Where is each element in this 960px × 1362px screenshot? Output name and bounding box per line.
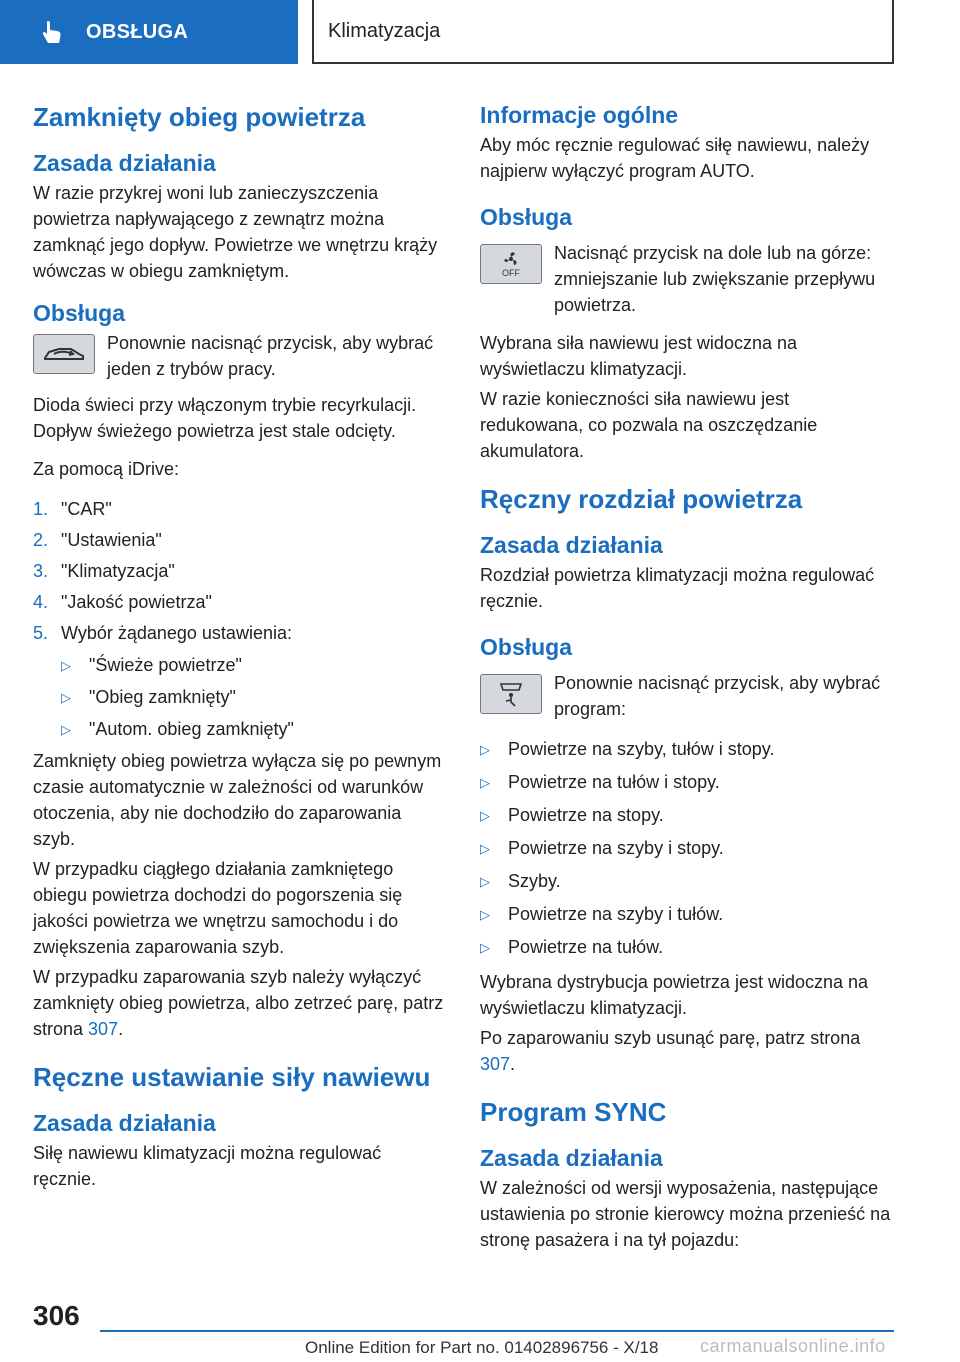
button-instruction <box>33 330 447 382</box>
list-item: 5. Wybór żądanego ustawienia: <box>33 623 292 643</box>
distribution-programs <box>480 736 894 961</box>
button-instruction-text: Ponownie nacisnąć przycisk, aby wybrać jeden z trybów pracy. <box>107 333 434 379</box>
paragraph: W przypadku zaparowania szyb należy wyłączyć zamknięty obieg powietrza, albo zetrzeć parę, patrz strona 307. <box>33 967 444 1039</box>
section-tab <box>0 0 298 64</box>
list-item: ▷ "Świeże powietrze" <box>33 652 447 679</box>
subheading-principle: Zasada działania <box>33 150 216 176</box>
bullet-triangle-icon: ▷ <box>480 742 490 757</box>
bullet-triangle-icon: ▷ <box>480 841 490 856</box>
heading-fan-speed: Ręczne ustawianie siły nawiewu <box>33 1062 431 1092</box>
page-link[interactable]: 307 <box>88 1019 119 1039</box>
fan-button-icon <box>480 244 542 284</box>
bullet-triangle-icon: ▷ <box>61 722 71 737</box>
left-column <box>33 100 447 1206</box>
bullet-triangle-icon: ▷ <box>480 940 490 955</box>
subheading-general: Informacje ogólne <box>480 102 679 128</box>
list-item: ▷ Powietrze na stopy. <box>480 802 894 829</box>
paragraph: Aby móc ręcznie regulować siłę nawiewu, należy najpierw wyłączyć program AUTO. <box>480 135 870 181</box>
bullet-triangle-icon: ▷ <box>61 690 71 705</box>
paragraph: Wybrana dystrybucja powietrza jest widoczna na wyświetlaczu klimatyzacji. <box>480 972 869 1018</box>
setting-options <box>33 652 447 743</box>
list-item: ▷ Powietrze na tułów. <box>480 934 894 961</box>
subheading-principle: Zasada działania <box>480 532 663 558</box>
air-distribution-button-icon <box>480 674 542 714</box>
bullet-triangle-icon: ▷ <box>61 658 71 673</box>
subheading-operation: Obsługa <box>33 300 126 326</box>
footer-divider <box>100 1330 894 1332</box>
heading-air-distribution: Ręczny rozdział powietrza <box>480 484 803 514</box>
list-item: 2. "Ustawienia" <box>33 530 162 550</box>
paragraph: Zamknięty obieg powietrza wyłącza się po pewnym czasie automatycznie w zależności od warunków otoczenia, aby nie dochodziło do zaparowania szyb. <box>33 751 442 849</box>
button-instruction-text: Nacisnąć przycisk na dole lub na górze: zmniejszanie lub zwiększanie przepływu powietrza. <box>554 243 876 315</box>
page-number: 306 <box>33 1300 80 1331</box>
button-instruction <box>480 240 894 318</box>
subheading-principle: Zasada działania <box>33 1110 216 1136</box>
list-item: ▷ "Obieg zamknięty" <box>33 684 447 711</box>
paragraph: W przypadku ciągłego działania zamkniętego obiegu powietrza dochodzi do pogorszenia się jakości powietrza we wnętrzu samochodu i do zwiększenia zaparowania szyb. <box>33 859 403 957</box>
list-item: ▷ Powietrze na szyby i tułów. <box>480 901 894 928</box>
recirculation-button-icon <box>33 334 95 374</box>
button-instruction-text: Ponownie nacisnąć przycisk, aby wybrać program: <box>554 673 881 719</box>
right-column <box>480 100 894 1267</box>
list-item: ▷ Powietrze na szyby, tułów i stopy. <box>480 736 894 763</box>
watermark: carmanualsonline.info <box>700 1336 886 1356</box>
section-label: OBSŁUGA <box>86 20 189 43</box>
chapter-title: Klimatyzacja <box>328 19 441 42</box>
paragraph: W zależności od wersji wyposażenia, następujące ustawienia po stronie kierowcy można przenieść na stronę pasażera i na tył pojazdu: <box>480 1178 891 1250</box>
list-item: ▷ Powietrze na szyby i stopy. <box>480 835 894 862</box>
bullet-triangle-icon: ▷ <box>480 874 490 889</box>
bullet-triangle-icon: ▷ <box>480 907 490 922</box>
edition-footer: Online Edition for Part no. 01402896756 - X/18 <box>305 1338 659 1357</box>
paragraph: Dioda świeci przy włączonym trybie recyrkulacji. Dopływ świeżego powietrza jest stale odcięty. <box>33 395 417 441</box>
paragraph: Rozdział powietrza klimatyzacji można regulować ręcznie. <box>480 565 875 611</box>
paragraph: Po zaparowaniu szyb usunąć parę, patrz strona 307. <box>480 1028 861 1074</box>
fan-off-label: OFF <box>502 268 520 278</box>
subheading-operation: Obsługa <box>480 634 573 660</box>
list-item: ▷ Szyby. <box>480 868 894 895</box>
page-link[interactable]: 307 <box>480 1054 511 1074</box>
list-item: ▷ "Autom. obieg zamknięty" <box>33 716 447 743</box>
subheading-principle: Zasada działania <box>480 1145 663 1171</box>
bullet-triangle-icon: ▷ <box>480 775 490 790</box>
button-instruction <box>480 670 894 722</box>
bullet-triangle-icon: ▷ <box>480 808 490 823</box>
heading-recirculation: Zamknięty obieg powietrza <box>33 102 366 132</box>
list-item: 3. "Klimatyzacja" <box>33 561 175 581</box>
paragraph: W razie przykrej woni lub zanieczyszczenia powietrza napływającego z zewnątrz można zamknąć jego dopływ. Powietrze we wnętrzu krąży wówczas w obiegu zamkniętym. <box>33 183 438 281</box>
paragraph: Siłę nawiewu klimatyzacji można regulować ręcznie. <box>33 1143 382 1189</box>
paragraph: Wybrana siła nawiewu jest widoczna na wyświetlaczu klimatyzacji. <box>480 333 797 379</box>
paragraph: Za pomocą iDrive: <box>33 459 180 479</box>
heading-sync: Program SYNC <box>480 1097 667 1127</box>
list-item: ▷ Powietrze na tułów i stopy. <box>480 769 894 796</box>
subheading-operation: Obsługa <box>480 204 573 230</box>
list-item: 1. "CAR" <box>33 499 112 519</box>
list-item: 4. "Jakość powietrza" <box>33 592 212 612</box>
chapter-header <box>312 0 894 64</box>
hand-pointer-icon <box>40 19 64 45</box>
paragraph: W razie konieczności siła nawiewu jest redukowana, co pozwala na oszczędzanie akumulatora. <box>480 389 818 461</box>
idrive-steps <box>33 496 447 646</box>
